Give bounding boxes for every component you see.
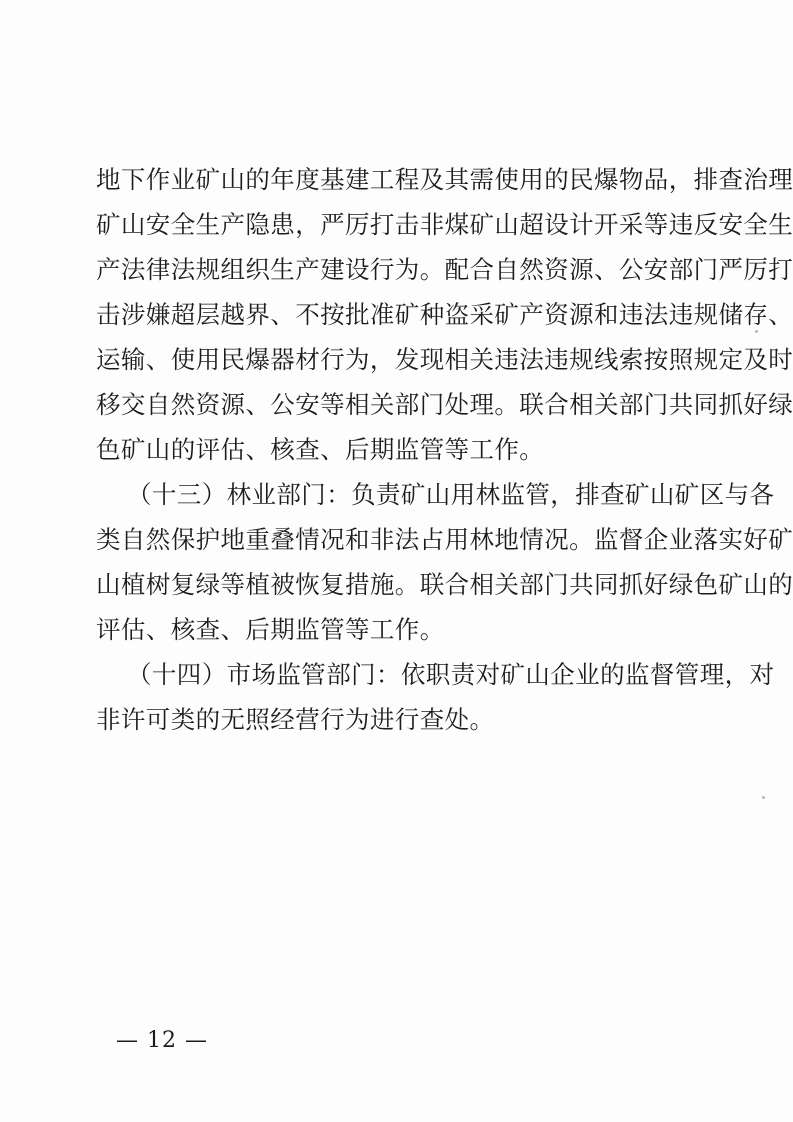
body-line: 非许可类的无照经营行为进行查处。 xyxy=(96,705,495,734)
body-line: 矿山安全生产隐患，严厉打击非煤矿山超设计开采等违反安全生 xyxy=(96,210,793,239)
body-line: 山植树复绿等植被恢复措施。联合相关部门共同抓好绿色矿山的 xyxy=(96,570,793,599)
body-line: 评估、核查、后期监管等工作。 xyxy=(96,615,445,644)
body-line: 击涉嫌超层越界、不按批准矿种盗采矿产资源和违法违规储存、 xyxy=(96,300,793,329)
body-line: 色矿山的评估、核查、后期监管等工作。 xyxy=(96,435,545,464)
section-14-heading-line: （十四）市场监管部门：依职责对矿山企业的监督管理，对 xyxy=(127,660,775,689)
body-line: 类自然保护地重叠情况和非法占用林地情况。监督企业落实好矿 xyxy=(96,525,793,554)
scan-speck xyxy=(755,330,758,333)
body-line: 运输、使用民爆器材行为，发现相关违法违规线索按照规定及时 xyxy=(96,345,793,374)
body-line: 地下作业矿山的年度基建工程及其需使用的民爆物品，排查治理 xyxy=(96,165,793,194)
body-line: 移交自然资源、公安等相关部门处理。联合相关部门共同抓好绿 xyxy=(96,390,793,419)
scan-speck xyxy=(762,796,765,799)
section-13-heading-line: （十三）林业部门：负责矿山用林监管，排查矿山矿区与各 xyxy=(127,480,775,509)
body-line: 产法律法规组织生产建设行为。配合自然资源、公安部门严厉打 xyxy=(96,255,793,284)
page-number: — 12 — xyxy=(116,1028,208,1053)
